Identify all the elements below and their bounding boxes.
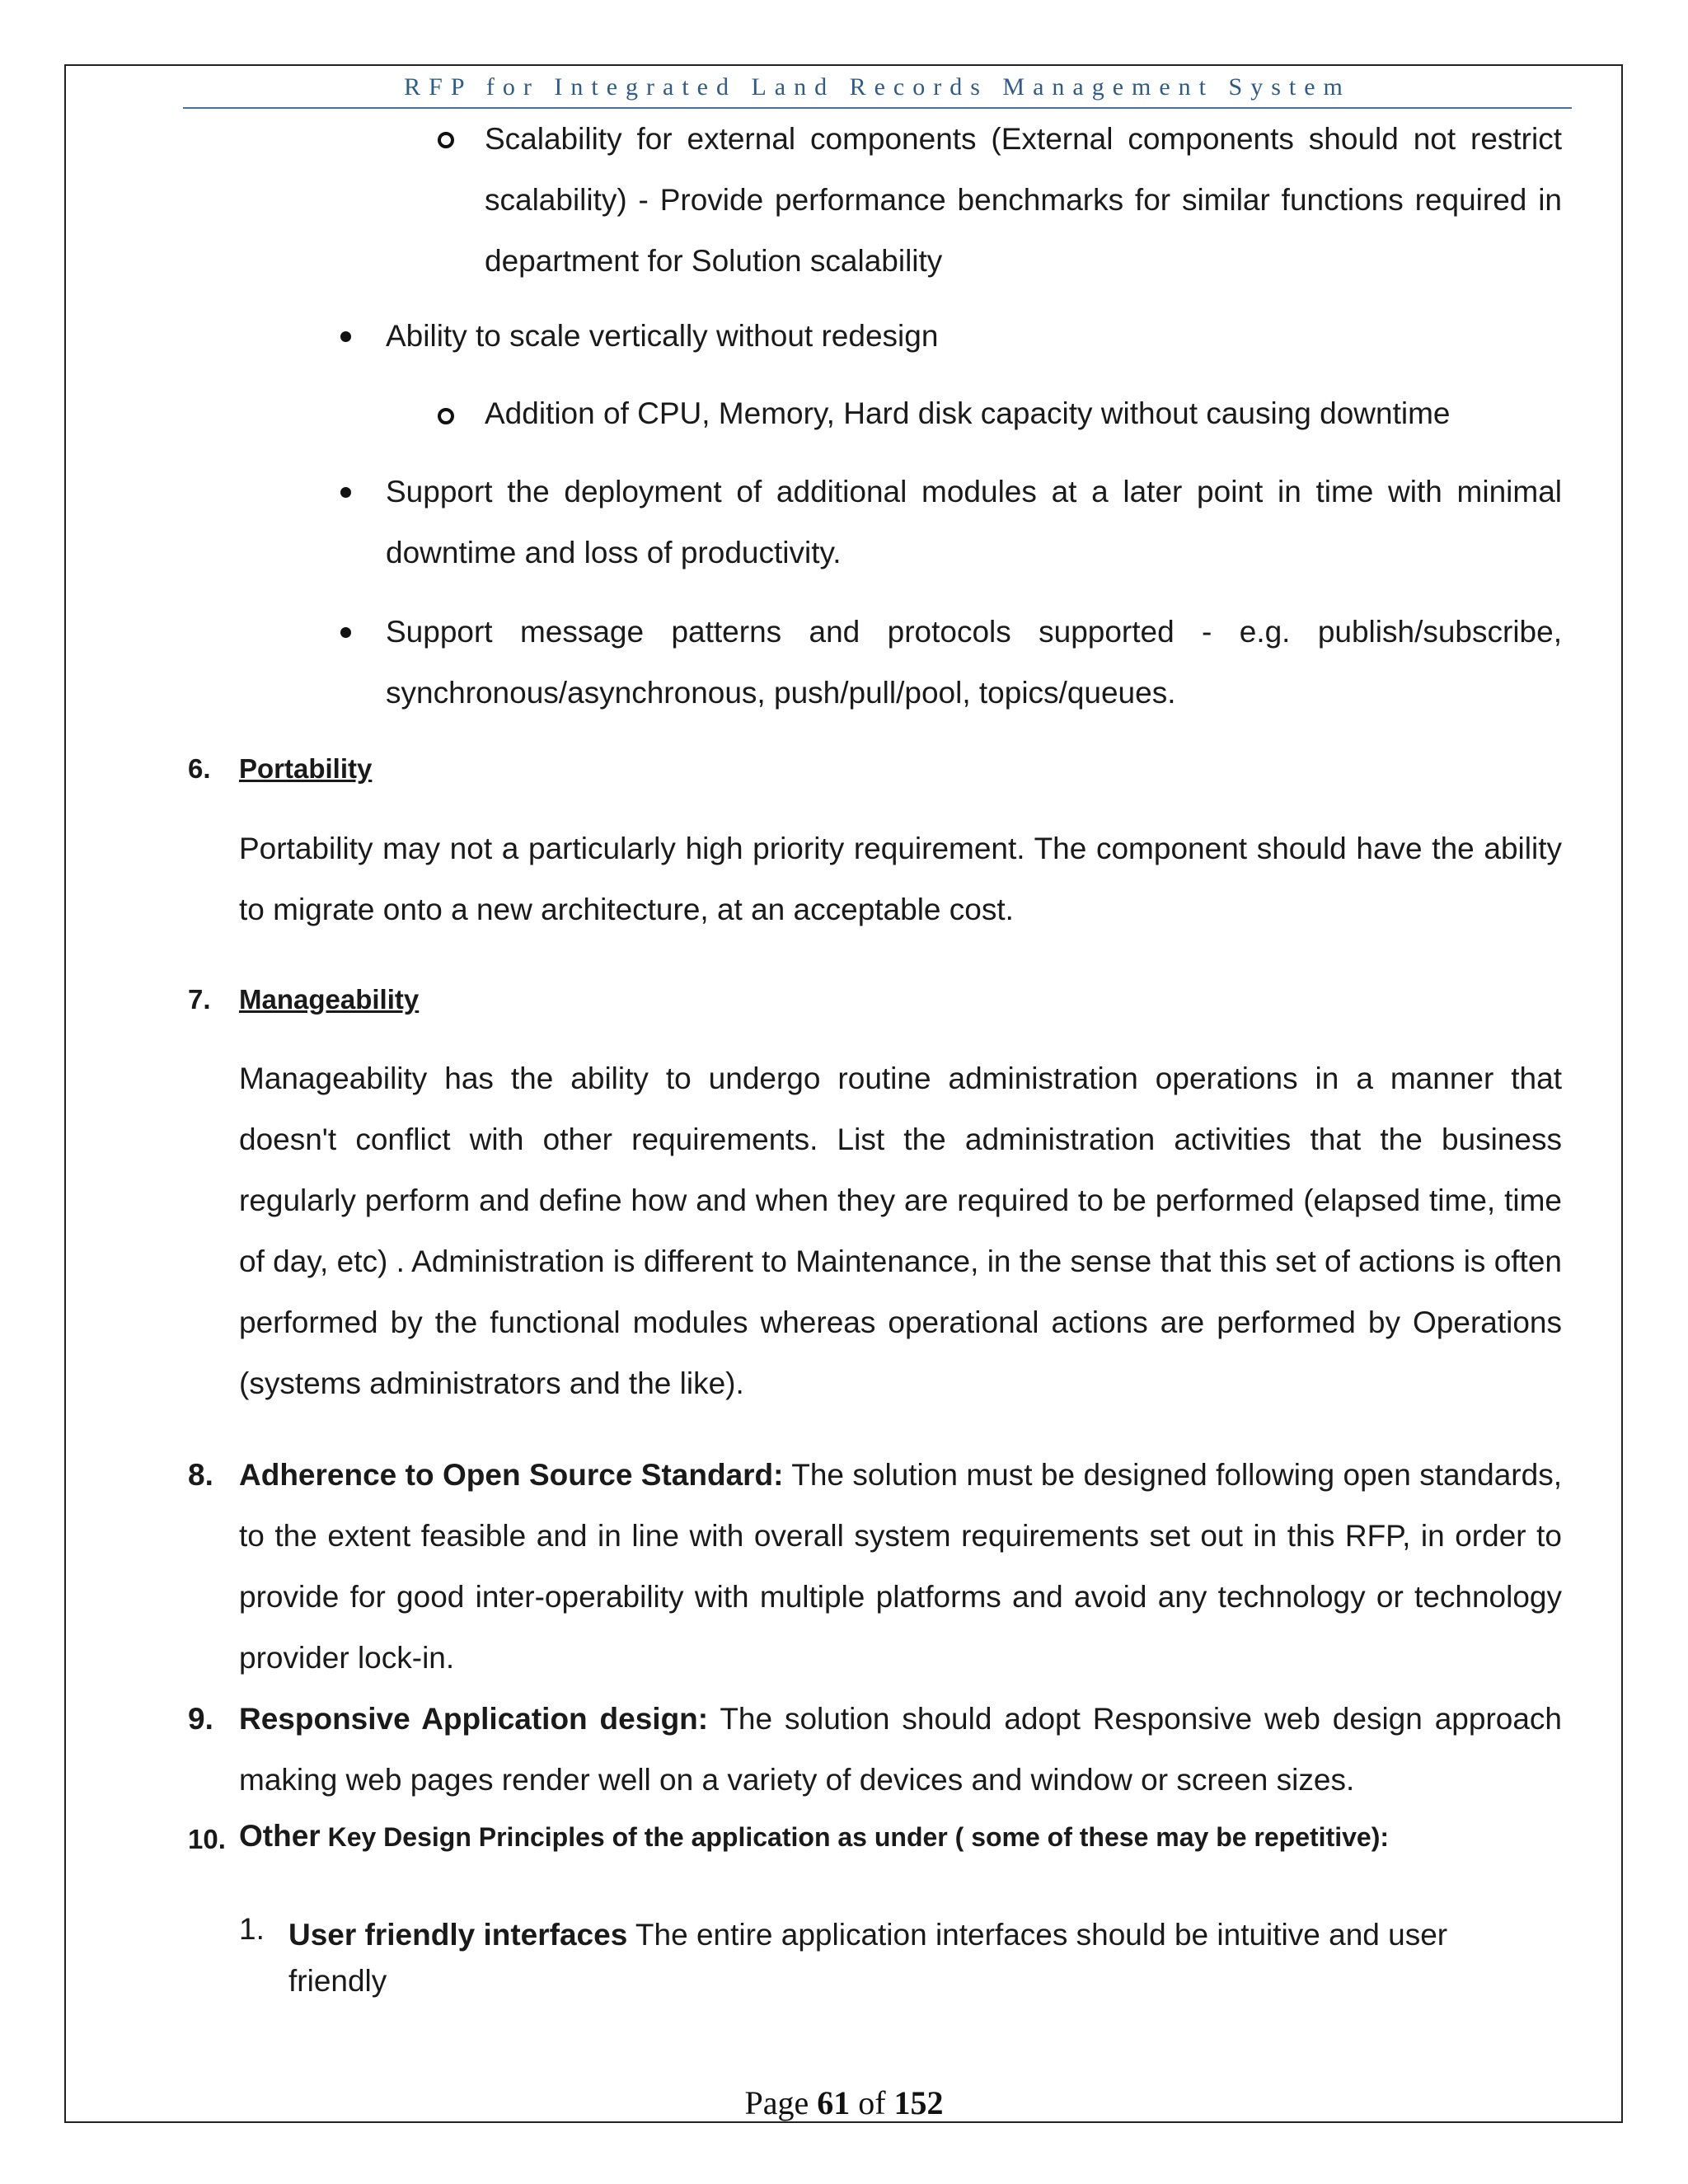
section-number: 8. bbox=[188, 1458, 213, 1492]
bullet-icon bbox=[340, 331, 351, 342]
list-item-text: The entire application interfaces should be intuitive and user friendly bbox=[288, 1918, 1448, 1998]
section-title-rest: Key Design Principles of the application as under ( some of these may be repetitive): bbox=[320, 1822, 1390, 1852]
list-item-title: User friendly interfaces bbox=[288, 1918, 628, 1952]
list-item-number: 1. bbox=[239, 1912, 265, 1946]
section-title-lead: Other bbox=[239, 1819, 321, 1853]
list-item-user-friendly bbox=[288, 1912, 1492, 2004]
bullet-additional-modules: Support the deployment of additional modules at a later point in time with minimal downtime and loss of productivity. bbox=[386, 475, 1562, 569]
section-title-responsive: Responsive Application design: bbox=[239, 1702, 709, 1736]
section-number: 6. bbox=[188, 753, 211, 784]
hollow-bullet-icon bbox=[438, 132, 454, 148]
running-header: RFP for Integrated Land Records Management System bbox=[183, 68, 1572, 109]
current-page-number: 61 bbox=[817, 2084, 851, 2121]
page-of-label: of bbox=[850, 2084, 894, 2121]
page-label: Page bbox=[744, 2084, 818, 2121]
bullet-message-patterns: Support message patterns and protocols supported - e.g. publish/subscribe, synchronous/asynchronous, push/pull/pool, topics/queues. bbox=[386, 615, 1562, 710]
section-title-key-principles bbox=[239, 1819, 1562, 1854]
section-text-manageability: Manageability has the ability to undergo routine administration operations in a manner that doesn't conflict with other requirements. List the administration activities that the business regularly perform and define how and when they are required to be performed (elapsed time, time of day, etc) . Administration is different to Maintenance, in the sense that this set of actions is often performed by the functional modules whereas operational actions are performed by Operations (systems administrators and the like). bbox=[239, 1062, 1562, 1400]
sub-bullet-cpu: Addition of CPU, Memory, Hard disk capacity without causing downtime bbox=[485, 396, 1451, 430]
total-page-count: 152 bbox=[893, 2084, 944, 2121]
bullet-scale-vertically: Ability to scale vertically without redesign bbox=[386, 319, 939, 353]
section-title-manageability: Manageability bbox=[239, 984, 420, 1015]
section-title-open-source: Adherence to Open Source Standard: bbox=[239, 1458, 784, 1492]
section-number: 10. bbox=[188, 1824, 226, 1854]
section-text-portability: Portability may not a particularly high priority requirement. The component should have the ability to migrate onto a new architecture, at an acceptable cost. bbox=[239, 832, 1562, 926]
section-number: 9. bbox=[188, 1702, 213, 1736]
section-text-responsive: The solution should adopt Responsive web design approach making web pages render well on a variety of devices and window or screen sizes. bbox=[239, 1702, 1562, 1797]
sub-bullet-scalability: Scalability for external components (External components should not restrict scalability) - Provide performance benchmarks for similar functions required in department for Solution scalability bbox=[485, 122, 1562, 278]
section-open-source bbox=[239, 1445, 1562, 1689]
bullet-icon bbox=[340, 487, 351, 498]
section-number: 7. bbox=[188, 984, 211, 1015]
section-title-portability: Portability bbox=[239, 753, 373, 784]
section-text-open-source: The solution must be designed following open standards, to the extent feasible and in line with overall system requirements set out in this RFP, in order to provide for good inter-operability with multiple platforms and avoid any technology or technology provider lock-in. bbox=[239, 1458, 1562, 1675]
bullet-icon bbox=[340, 627, 351, 638]
page-footer bbox=[0, 2083, 1688, 2122]
hollow-bullet-icon bbox=[438, 408, 454, 424]
section-responsive bbox=[239, 1689, 1562, 1811]
